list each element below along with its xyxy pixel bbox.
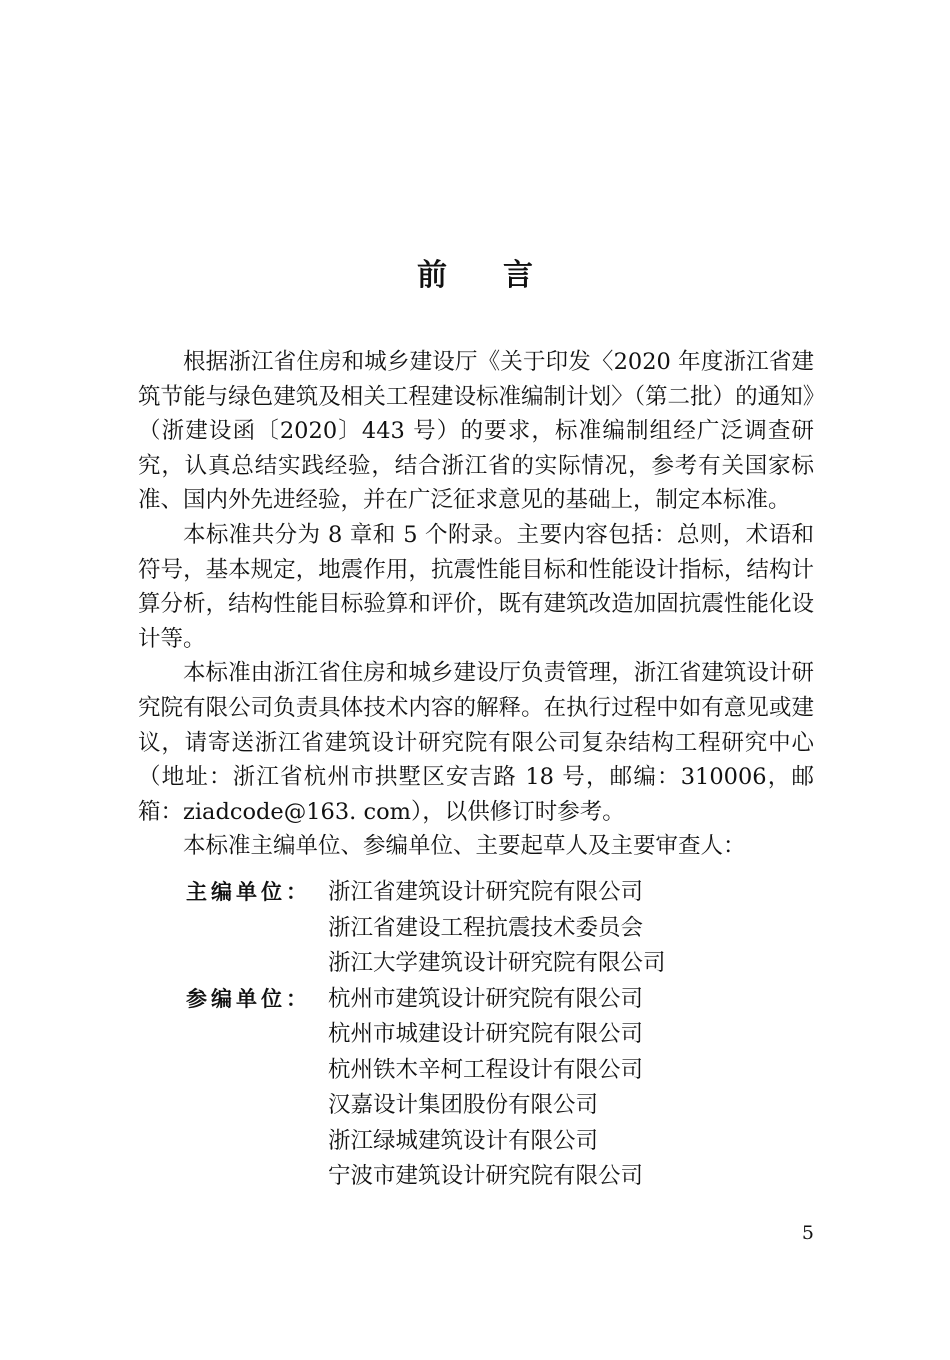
page-number: 5 xyxy=(801,1222,814,1244)
chief-unit-item: 浙江大学建筑设计研究院有限公司 xyxy=(328,950,666,976)
chief-unit-item: 浙江省建设工程抗震技术委员会 xyxy=(328,914,644,941)
chief-units-label: 主编单位： xyxy=(186,880,311,904)
paragraph-basis: 根据浙江省住房和城乡建设厅《关于印发〈2020 年度浙江省建筑节能与绿色建筑及相关工程建设标准编制计划〉（第二批）的通知》（浙建设函〔2020〕443 号）的要求，标准编制组经广泛调查研究，认真总结实践经验，结合浙江省的实际情况，参考有关国家标准、国内外先进经验，并在广泛征求意见的基础上，制定本标准。 xyxy=(138,349,814,514)
paragraph-units-intro: 本标准主编单位、参编单位、主要起草人及主要审查人： xyxy=(183,833,746,860)
participating-units-label: 参编单位： xyxy=(186,986,311,1011)
chief-units-list xyxy=(328,875,814,982)
participating-unit-item: 杭州市城建设计研究院有限公司 xyxy=(328,1021,644,1047)
participating-units-group xyxy=(186,982,814,1195)
paragraph-contents: 本标准共分为 8 章和 5 个附录。主要内容包括：总则，术语和符号，基本规定，地震作用，抗震性能目标和性能设计指标，结构计算分析，结构性能目标验算和评价，既有建筑改造加固抗震性能化设计等。 xyxy=(138,521,814,652)
participating-unit-item: 宁波市建筑设计研究院有限公司 xyxy=(328,1163,644,1189)
chief-unit-item: 浙江省建筑设计研究院有限公司 xyxy=(328,879,644,905)
page-title: 前言 xyxy=(417,258,589,294)
participating-units-list xyxy=(328,982,814,1195)
participating-unit-item: 浙江绿城建筑设计有限公司 xyxy=(328,1127,599,1154)
participating-unit-item: 杭州市建筑设计研究院有限公司 xyxy=(328,985,644,1012)
chief-units-group xyxy=(186,875,814,982)
participating-unit-item: 汉嘉设计集团股份有限公司 xyxy=(328,1092,599,1118)
paragraph-management: 本标准由浙江省住房和城乡建设厅负责管理，浙江省建筑设计研究院有限公司负责具体技术内容的解释。在执行过程中如有意见或建议，请寄送浙江省建筑设计研究院有限公司复杂结构工程研究中心（地址：浙江省杭州市拱墅区安吉路 18 号，邮编：310006，邮箱：ziadcode@163. com），以供修订时参考。 xyxy=(138,660,814,825)
preface-body xyxy=(138,345,814,864)
units-section xyxy=(186,875,814,1195)
participating-unit-item: 杭州铁木辛柯工程设计有限公司 xyxy=(328,1056,644,1083)
